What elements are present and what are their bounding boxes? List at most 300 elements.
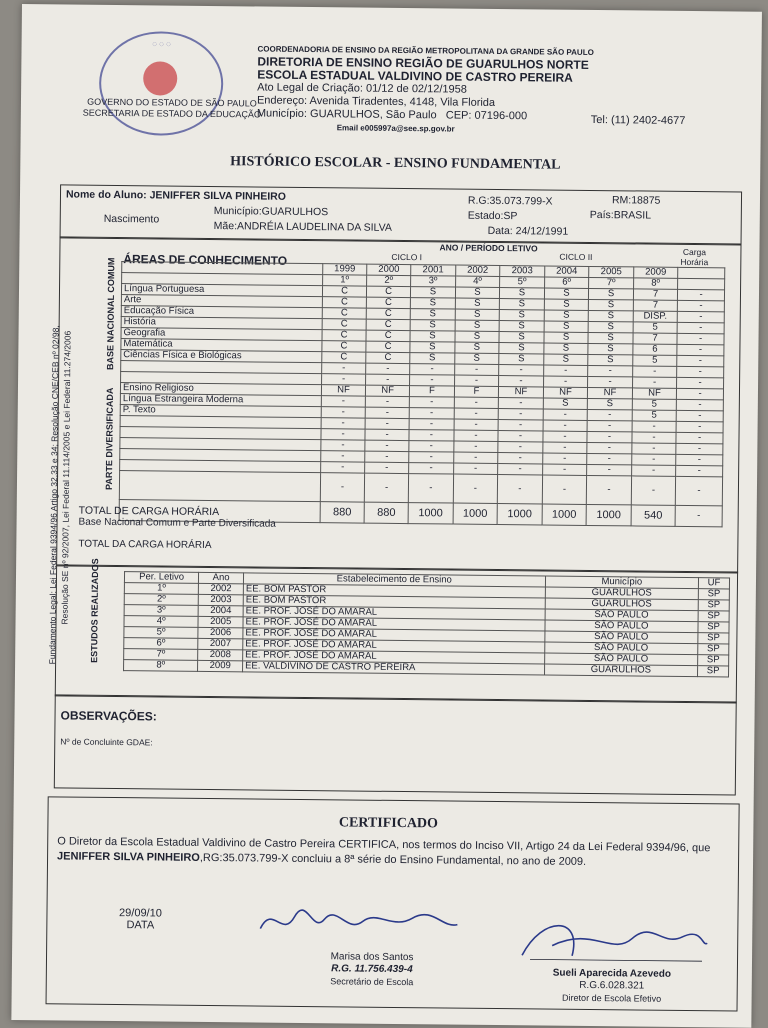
estudos-header-cell: UF <box>699 578 730 589</box>
estudos-cell: SP <box>698 666 729 677</box>
government-label <box>77 97 267 121</box>
grade-cell: NF <box>588 387 633 398</box>
estudos-cell: EE. PROF. JOSÉ DO AMARAL <box>243 639 545 653</box>
grade-cell: 5 <box>633 355 678 366</box>
areas-heading: ÁREAS DE CONHECIMENTO <box>123 252 288 268</box>
estudos-cell: 7º <box>124 649 198 661</box>
director-signature <box>512 915 713 973</box>
grade-cell: - <box>322 374 366 385</box>
estudos-cell: SÃO PAULO <box>544 642 698 655</box>
estudos-cell: 2003 <box>199 594 244 605</box>
grade-cell: S <box>588 332 633 343</box>
total-carga-cell: - <box>408 474 453 503</box>
grade-cell: S <box>588 398 633 409</box>
subject-cell: Arte <box>121 295 322 308</box>
grade-cell: - <box>454 375 499 386</box>
estudos-cell: 2006 <box>198 627 243 638</box>
grade-cell: S <box>499 332 544 343</box>
year-cell: 2009 <box>633 267 678 278</box>
grade-cell: S <box>588 343 633 354</box>
total-cell: 1000 <box>408 503 453 524</box>
grade-cell: NF <box>632 388 677 399</box>
estudos-cell: SÃO PAULO <box>544 620 698 633</box>
observacoes-label: OBSERVAÇÕES: <box>60 708 157 724</box>
director-block <box>522 967 702 1005</box>
seal-ring: ◌ ◌ ◌ <box>152 39 171 49</box>
grade-cell: S <box>499 354 544 365</box>
grade-cell: S <box>455 320 500 331</box>
total-carga-cell: - <box>631 476 676 505</box>
estudos-label: ESTUDOS REALIZADOS <box>89 558 101 663</box>
estudos-cell: EE. PROF. JOSÉ DO AMARAL <box>243 606 545 620</box>
telephone: Tel: (11) 2402-4677 <box>590 113 686 127</box>
grade-cell: F <box>410 386 455 397</box>
grade-cell: - <box>454 419 499 430</box>
grade-cell: - <box>454 397 499 408</box>
legal-basis-line1: Fundamento Legal: Lei Federal 9394/96 Artigo 32,33 e 34; Resolução CNE/CEB nº 02/98, <box>47 325 61 665</box>
estudos-cell: 5º <box>124 627 198 639</box>
estudos-cell: 4º <box>124 616 198 628</box>
grade-cell: - <box>498 409 543 420</box>
grade-cell: - <box>321 429 365 440</box>
grade-cell: - <box>632 377 677 388</box>
estudos-cell: 2002 <box>199 583 244 594</box>
director-role: Diretor de Escola Efetivo <box>562 992 662 1004</box>
estudos-cell: SP <box>698 589 729 600</box>
grade-cell: - <box>587 420 632 431</box>
grade-cell: - <box>366 374 410 385</box>
estudos-cell: SP <box>698 644 729 655</box>
document-page <box>11 4 762 1028</box>
grade-cell: - <box>365 440 409 451</box>
grade-cell: - <box>587 464 632 475</box>
total-cell: 1000 <box>453 503 498 524</box>
grade-cell: S <box>544 299 589 310</box>
grade-cell: - <box>409 441 454 452</box>
subject-cell: Língua Portuguesa <box>121 284 322 297</box>
cert-date-block <box>100 907 180 932</box>
legal-basis-line2: Resolução SE nº 92/2007, Lei Federal 11.114/2005 e Lei Federal 11.274/2006 <box>59 330 73 625</box>
coord-line: COORDENADORIA DE ENSINO DA REGIÃO METROPOLITANA DA GRANDE SÃO PAULO <box>257 44 594 57</box>
estudos-header-cell: Ano <box>199 572 244 583</box>
carga-cell: - <box>677 366 724 377</box>
subject-cell: P. Texto <box>120 405 321 418</box>
total-cell: 1000 <box>497 504 542 525</box>
birth-pais: País:BRASIL <box>589 208 652 222</box>
grade-cell: S <box>410 298 455 309</box>
birth-municipio: Município:GUARULHOS <box>213 205 329 219</box>
cert-text-b: ,RG:35.073.799-X concluiu a 8ª série do Ensino Fundamental, no ano de 2009. <box>199 851 587 868</box>
secretary-block <box>302 951 442 988</box>
grade-cell: - <box>365 429 409 440</box>
grade-cell: 5 <box>633 322 678 333</box>
estudos-cell: 2007 <box>198 638 243 649</box>
year-cell: 2002 <box>455 265 500 276</box>
endereco-line: Endereço: Avenida Tiradentes, 4148, Vila Florida <box>256 94 496 109</box>
subject-cell: Língua Estrangeira Moderna <box>120 394 321 407</box>
grade-cell: - <box>632 366 677 377</box>
grade-cell: S <box>455 309 500 320</box>
grade-cell: C <box>322 319 366 330</box>
grade-cell: S <box>588 354 633 365</box>
year-cell: 2000 <box>367 264 411 275</box>
grade-cell: S <box>455 342 500 353</box>
year-cell: 2001 <box>411 265 456 276</box>
grade-cell: F <box>454 386 499 397</box>
estudos-cell: 6º <box>124 638 198 650</box>
grade-cell: - <box>498 398 543 409</box>
total-cell: 880 <box>320 502 364 523</box>
grade-cell: - <box>321 462 365 473</box>
grade-cell: - <box>409 452 454 463</box>
subject-cell: Ciências Física e Biológicas <box>121 350 322 363</box>
grade-cell: C <box>366 330 410 341</box>
student-rg: R.G:35.073.799-X <box>467 194 553 208</box>
grade-cell: - <box>365 396 409 407</box>
estudos-cell: EE. PROF. JOSÉ DO AMARAL <box>243 617 545 631</box>
carga-cell: - <box>676 443 723 454</box>
grade-cell: - <box>498 464 543 475</box>
grade-cell: - <box>631 465 676 476</box>
grade-cell: C <box>366 341 410 352</box>
carga-cell: - <box>677 333 724 344</box>
grade-cell: - <box>543 442 588 453</box>
carga-header-cell <box>678 267 725 278</box>
grade-cell: C <box>322 330 366 341</box>
certificado-title: CERTIFICADO <box>338 815 439 832</box>
grade-cell: S <box>588 321 633 332</box>
grade-cell: - <box>321 440 365 451</box>
grade-cell: C <box>322 352 366 363</box>
grade-cell: NF <box>365 385 409 396</box>
grade-cell: S <box>455 331 500 342</box>
grade-cell: - <box>588 365 633 376</box>
grade-cell: - <box>321 451 365 462</box>
estudos-cell: 2005 <box>198 616 243 627</box>
grade-cell: - <box>632 443 677 454</box>
estudos-header-cell: Estabelecimento de Ensino <box>243 573 545 587</box>
estudos-cell: 2008 <box>198 649 243 660</box>
grade-cell: - <box>632 432 677 443</box>
grade-cell: - <box>498 442 543 453</box>
estudos-cell: EE. VALDIVINO DE CASTRO PEREIRA <box>243 661 545 675</box>
estudos-cell: SP <box>698 622 729 633</box>
grade-cell: - <box>587 453 632 464</box>
grade-cell: - <box>498 431 543 442</box>
grade-cell: - <box>453 452 498 463</box>
gov-line2: SECRETARIA DE ESTADO DA EDUCAÇÃO <box>82 107 262 120</box>
grade-cell: - <box>542 453 587 464</box>
total-cell: 880 <box>364 502 408 523</box>
series-cell: 3º <box>411 276 456 287</box>
secretary-role: Secretário de Escola <box>330 976 414 988</box>
subject-cell: História <box>121 317 322 330</box>
carga-cell: - <box>677 355 724 366</box>
estudos-cell: 2004 <box>198 605 243 616</box>
carga-horaria-heading: Carga Horária <box>680 246 709 268</box>
grade-cell: S <box>500 299 545 310</box>
name-label: Nome do Aluno: <box>65 188 147 202</box>
total-carga-cell: - <box>497 475 542 504</box>
director-rg: R.G.6.028.321 <box>579 979 645 992</box>
total-carga-spacer <box>119 471 320 502</box>
student-name-row <box>66 188 286 202</box>
birth-label: Nascimento <box>103 212 160 226</box>
grade-cell: S <box>588 310 633 321</box>
director-name: Sueli Aparecida Azevedo <box>552 967 672 980</box>
estudos-cell: GUARULHOS <box>545 598 699 611</box>
grade-cell: - <box>453 463 498 474</box>
carga-cell: - <box>677 322 724 333</box>
email-line: Email e005997a@see.sp.gov.br <box>336 123 455 134</box>
grade-cell: - <box>587 431 632 442</box>
grade-cell: - <box>543 420 588 431</box>
year-cell: 2003 <box>500 266 545 277</box>
grade-cell: - <box>454 441 499 452</box>
seal-emblem-icon <box>143 61 177 95</box>
grade-cell: 5 <box>632 399 677 410</box>
grade-cell: - <box>365 451 409 462</box>
estudos-header-cell: Per. Letivo <box>124 572 198 584</box>
carga-cell: - <box>676 432 723 443</box>
total-cell: 540 <box>631 505 676 526</box>
grade-cell: - <box>454 408 499 419</box>
estudos-cell: 1º <box>124 583 198 595</box>
subject-cell: Ensino Religioso <box>120 383 321 396</box>
grade-cell: S <box>544 332 589 343</box>
student-rm: RM:18875 <box>611 194 661 207</box>
total-carga-cell: - <box>542 475 587 504</box>
carga-cell: - <box>678 300 725 311</box>
carga-cell: - <box>678 289 725 300</box>
estudos-cell: SP <box>698 655 729 666</box>
school-seal <box>99 31 224 136</box>
grade-cell: S <box>544 321 589 332</box>
grade-cell: S <box>410 342 455 353</box>
grade-cell: - <box>498 453 543 464</box>
grade-cell: C <box>366 308 410 319</box>
estudos-cell: 3º <box>124 605 198 617</box>
birth-estado: Estado:SP <box>467 209 518 223</box>
estudos-cell: EE. PROF. JOSÉ DO AMARAL <box>243 650 545 664</box>
grade-cell: - <box>409 430 454 441</box>
grade-cell: - <box>587 409 632 420</box>
cep-line: CEP: 07196-000 <box>445 109 528 123</box>
estudos-cell: 8º <box>124 660 198 672</box>
grade-cell: - <box>543 409 588 420</box>
carga-cell: - <box>675 476 722 505</box>
subject-cell: Geografia <box>121 328 322 341</box>
grade-cell: - <box>366 363 410 374</box>
grade-cell: C <box>322 308 366 319</box>
grade-cell: S <box>499 343 544 354</box>
estudos-table <box>123 571 730 677</box>
series-cell: 6º <box>544 277 589 288</box>
municipio-line: Município: GUARULHOS, São Paulo <box>256 107 437 122</box>
grade-cell: - <box>321 407 365 418</box>
year-cell: 1999 <box>323 264 367 275</box>
grade-cell: S <box>410 320 455 331</box>
grade-cell: - <box>409 408 454 419</box>
total-cell: 1000 <box>542 504 587 525</box>
secretary-rg: R.G. 11.756.439-4 <box>331 963 413 976</box>
ato-line: Ato Legal de Criação: 01/12 de 02/12/1958 <box>257 81 467 96</box>
grade-cell: S <box>543 354 588 365</box>
grade-cell: - <box>321 418 365 429</box>
carga-cell: - <box>676 465 723 476</box>
diretoria-line: DIRETORIA DE ENSINO REGIÃO DE GUARULHOS NORTE <box>257 54 589 72</box>
grade-cell: C <box>366 352 410 363</box>
year-cell: 2004 <box>544 266 589 277</box>
grade-cell: NF <box>499 387 544 398</box>
grade-cell: - <box>409 397 454 408</box>
total-carga-cell: - <box>364 473 408 502</box>
grade-cell: C <box>322 341 366 352</box>
gov-line1: GOVERNO DO ESTADO DE SÃO PAULO <box>87 96 257 109</box>
grade-cell: - <box>499 376 544 387</box>
estudos-cell: SÃO PAULO <box>545 609 699 622</box>
grade-cell: S <box>454 353 499 364</box>
grade-cell: - <box>409 419 454 430</box>
estudos-cell: GUARULHOS <box>544 664 698 677</box>
estudos-cell: EE. BOM PASTOR <box>243 595 545 609</box>
grade-cell: - <box>410 375 455 386</box>
grade-cell: DISP. <box>633 311 678 322</box>
secretary-name: Marisa dos Santos <box>330 951 414 964</box>
estudos-header-cell: Município <box>545 576 699 589</box>
grade-cell: - <box>365 407 409 418</box>
estudos-cell: 2009 <box>198 660 243 671</box>
grade-cell: S <box>455 298 500 309</box>
grade-cell: - <box>365 462 409 473</box>
estudos-cell: EE. BOM PASTOR <box>243 584 545 598</box>
grade-cell: NF <box>543 387 588 398</box>
grade-cell: C <box>366 297 410 308</box>
cert-date-label: DATA <box>126 919 155 932</box>
total-carga-cell: - <box>587 475 632 504</box>
series-cell: 5º <box>500 277 545 288</box>
grade-cell: S <box>544 288 589 299</box>
grade-cell: S <box>544 310 589 321</box>
subject-cell: Educação Física <box>121 306 322 319</box>
grade-cell: - <box>498 420 543 431</box>
series-cell: 2º <box>367 275 411 286</box>
base-nacional-label: BASE NACIONAL COMUM <box>105 257 117 370</box>
ciclo2-label: CICLO II <box>559 251 593 262</box>
total-carga-label: TOTAL DE CARGA HORÁRIA <box>78 504 220 519</box>
estudos-cell: GUARULHOS <box>545 587 699 600</box>
grade-cell: S <box>455 287 500 298</box>
grade-cell: C <box>322 286 366 297</box>
carga-cell: - <box>676 421 723 432</box>
grade-cell: - <box>499 365 544 376</box>
grade-cell: - <box>542 464 587 475</box>
cert-student-name: JENIFFER SILVA PINHEIRO <box>57 850 200 864</box>
document-title: HISTÓRICO ESCOLAR - ENSINO FUNDAMENTAL <box>230 154 561 173</box>
total-label: TOTAL DA CARGA HORÁRIA <box>78 538 212 552</box>
total-carga-cell: - <box>320 473 364 502</box>
grade-cell: 6 <box>633 344 678 355</box>
grade-cell: S <box>499 321 544 332</box>
secretary-signature <box>252 898 463 950</box>
series-cell: 4º <box>455 276 500 287</box>
carga-cell: - <box>676 454 723 465</box>
grade-cell: - <box>543 365 588 376</box>
grade-cell: NF <box>321 385 365 396</box>
grade-cell: - <box>587 442 632 453</box>
grade-cell: - <box>543 376 588 387</box>
gdae-label: Nº de Concluinte GDAE: <box>60 736 153 748</box>
grade-cell: S <box>410 353 455 364</box>
grade-cell: C <box>367 286 411 297</box>
grade-cell: S <box>589 299 634 310</box>
carga-cell: - <box>677 344 724 355</box>
estudos-cell: SP <box>698 633 729 644</box>
carga-cell: - <box>676 410 723 421</box>
grade-cell: - <box>365 418 409 429</box>
subject-cell: Matemática <box>121 339 322 352</box>
ciclo1-label: CICLO I <box>391 251 423 263</box>
series-cell: 1º <box>323 275 367 286</box>
carga-cell: - <box>677 311 724 322</box>
grade-cell: 7 <box>633 289 678 300</box>
mother-name: Mãe:ANDRÉIA LAUDELINA DA SILVA <box>213 220 392 234</box>
grade-cell: S <box>410 331 455 342</box>
grades-table <box>119 261 726 527</box>
grade-cell: - <box>321 396 365 407</box>
grade-cell: 5 <box>632 410 677 421</box>
total-carga-cell: - <box>675 505 722 526</box>
carga-cell: - <box>676 399 723 410</box>
grade-cell: S <box>589 288 634 299</box>
grade-cell: S <box>410 309 455 320</box>
estudos-cell: SP <box>698 600 729 611</box>
grade-cell: C <box>366 319 410 330</box>
ano-periodo-heading: ANO / PERÍODO LETIVO <box>439 242 538 254</box>
grade-cell: - <box>632 454 677 465</box>
series-cell: 8º <box>633 278 678 289</box>
carga-cell: - <box>677 377 724 388</box>
grade-cell: - <box>409 463 454 474</box>
grade-cell: 7 <box>633 333 678 344</box>
grade-cell: - <box>632 421 677 432</box>
total-carga-cell: - <box>453 474 498 503</box>
carga-cell: - <box>677 388 724 399</box>
grade-cell: - <box>454 364 499 375</box>
total-cell: 1000 <box>586 504 631 525</box>
grade-cell: - <box>543 431 588 442</box>
escola-line: ESCOLA ESTADUAL VALDIVINO DE CASTRO PEREIRA <box>257 67 573 85</box>
estudos-cell: SP <box>698 611 729 622</box>
grade-cell: - <box>410 364 455 375</box>
grade-cell: - <box>454 430 499 441</box>
year-cell: 2005 <box>589 266 634 277</box>
parte-diversificada-label: PARTE DIVERSIFICADA <box>103 387 115 490</box>
birth-date: Data: 24/12/1991 <box>487 224 569 238</box>
grade-cell: S <box>543 398 588 409</box>
grade-cell: - <box>322 363 366 374</box>
grade-cell: S <box>544 343 589 354</box>
estudos-cell: SÃO PAULO <box>544 631 698 644</box>
estudos-cell: EE. PROF. JOSÉ DO AMARAL <box>243 628 545 642</box>
total-carga-sub: Base Nacional Comum e Parte Diversificada <box>78 516 276 530</box>
grade-cell: 7 <box>633 300 678 311</box>
cert-text-a: O Diretor da Escola Estadual Valdivino de Castro Pereira CERTIFICA, nos termos do Inciso VII, Artigo 24 da Lei Federal 9394/96, que <box>57 835 711 855</box>
series-cell: 7º <box>589 277 634 288</box>
grade-cell: S <box>499 310 544 321</box>
estudos-cell: SÃO PAULO <box>544 653 698 666</box>
estudos-cell: 2º <box>124 594 198 606</box>
